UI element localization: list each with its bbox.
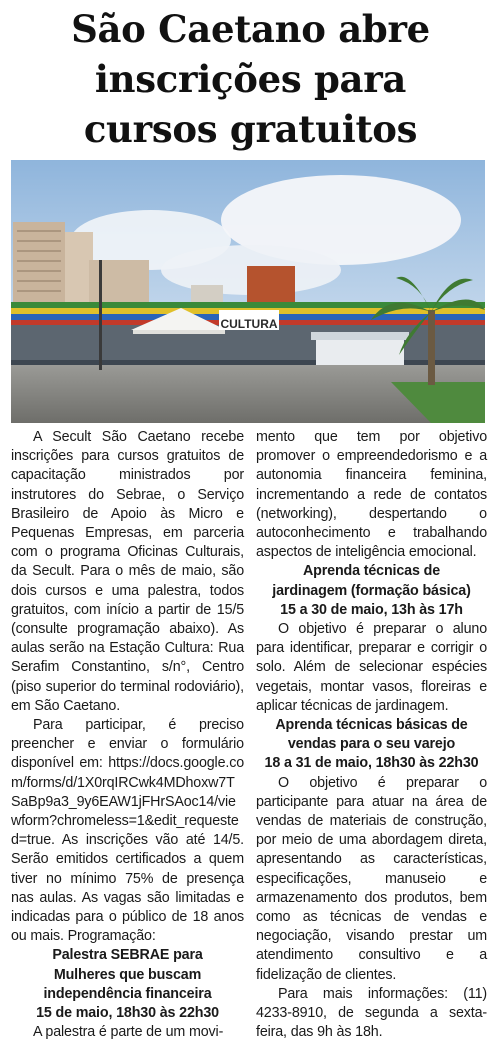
talk-title-line-3: independência financeira [43, 985, 212, 1002]
talk-title-line-1: Palestra SEBRAE para [52, 947, 203, 964]
headline-line-1: São Caetano abre [71, 7, 430, 51]
course-gardening-date: 15 a 30 de maio, 13h às 17h [280, 601, 463, 618]
article-column-left [11, 428, 244, 1043]
course-gardening-title-line-2: jardinagem (formação básica) [272, 582, 471, 599]
course-sales-heading [256, 716, 487, 774]
talk-heading [11, 946, 244, 1023]
course-sales-title-line-2: vendas para o seu varejo [287, 736, 456, 753]
signup-paragraph [11, 716, 244, 946]
course-gardening-title-line-1: Aprenda técnicas de [303, 563, 440, 580]
course-gardening-heading [256, 562, 487, 620]
talk-body-end: mento que tem por objetivo promover o empreendedorismo e a autonomia financeira feminina, incrementando a rede de contatos (networking), despertando o autoconhecimento e trabalhando aspectos de inteligência emocional. [256, 429, 487, 561]
signup-suffix: As inscrições vão até 14/5. Serão emitidos certificados a quem tiver no mínimo 75% de presença nas aulas. As vagas são limitadas e indicadas para o público de 18 anos ou mais. Programação: [11, 832, 244, 945]
photo-sign-text: CULTURA [220, 317, 278, 331]
course-gardening-body: O objetivo é preparar o aluno para identificar, preparar e corrigir o solo. Além de selecionar espécies vegetais, montar vasos, floreiras e aplicar técnicas de jardinagem. [256, 621, 487, 714]
article-column-right [256, 428, 487, 1043]
signup-prefix: Para participar, é preciso preencher e enviar o formulário disponível em: [11, 717, 244, 772]
talk-date: 15 de maio, 18h30 às 22h30 [36, 1005, 219, 1022]
signup-form-url: https://docs.google.com/forms/d/1X0rqIRCwk4MDhoxw7TSaBp9a3_9y6EAW1jFHrSAoc14/viewform?chromeless=1&edit_requested=true. [11, 755, 244, 849]
course-sales-date: 18 a 31 de maio, 18h30 às 22h30 [264, 755, 479, 772]
course-sales-body: O objetivo é preparar o participante para atuar na área de vendas de materiais de construção, por meio de uma abordagem direta, apresentando as características, especificações, manuseio e armazenamento dos produtos, bem como as técnicas de vendas e negociação, visando prestar um atendimento consultivo e a fidelização de clientes. [256, 774, 487, 983]
intro-paragraph: A Secult São Caetano recebe inscrições para cursos gratuitos de capacitação ministrados por instrutores do Sebrae, o Serviço Brasileiro de Apoio às Micro e Pequenas Empresas, em parceria com o programa Oficinas Culturais, da Secult. Para o mês de maio, são dois cursos e uma palestra, todos gratuitos, com início a partir de 15/5 (consulte programação abaixo). As aulas serão na Estação Cultura: Rua Serafim Constantino, s/n°, Centro (piso superior do terminal rodoviário), em São Caetano. [11, 429, 244, 714]
talk-body-start: A palestra é parte de um movi- [33, 1024, 224, 1041]
article-headline [0, 4, 501, 154]
estacao-cultura-photo [11, 160, 485, 423]
course-sales-title-line-1: Aprenda técnicas básicas de [275, 717, 468, 734]
talk-title-line-2: Mulheres que buscam [53, 966, 202, 983]
headline-line-3: cursos gratuitos [83, 107, 418, 151]
headline-line-2: inscrições para [94, 57, 407, 101]
more-info-paragraph: Para mais informações: (11) 4233-8910, de segunda a sexta-feira, das 9h às 18h. [256, 985, 487, 1041]
article-photo [11, 160, 485, 423]
